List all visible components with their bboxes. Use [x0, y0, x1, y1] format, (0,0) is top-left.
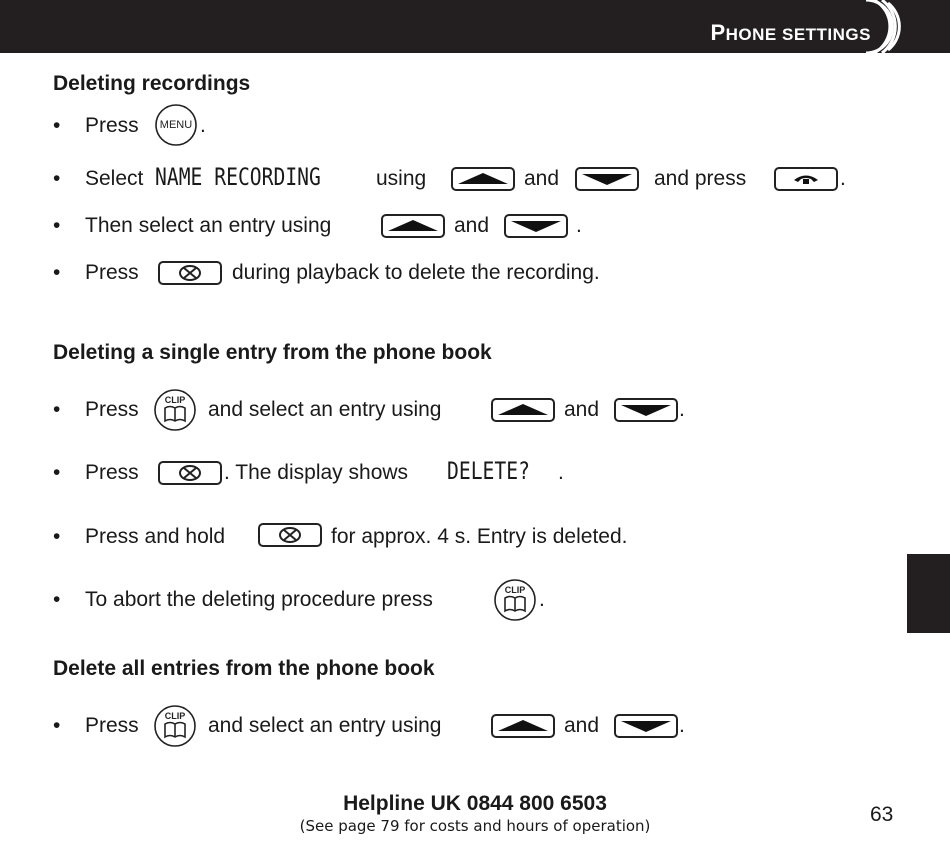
helpline-note: (See page 79 for costs and hours of operation) [299, 817, 651, 835]
up-arrow-key-icon [451, 167, 515, 191]
side-tab-marker [907, 554, 950, 633]
delete-key-icon [158, 461, 222, 485]
heading-deleting-recordings: Deleting recordings [53, 72, 251, 95]
down-arrow-key-icon [614, 714, 678, 738]
phone-key-icon [774, 167, 838, 191]
page-number: 63 [870, 803, 894, 826]
delete-key-icon [258, 523, 322, 547]
svg-text:MENU: MENU [159, 119, 193, 131]
down-arrow-key-icon [575, 167, 639, 191]
heading-delete-single-entry: Deleting a single entry from the phone book [53, 341, 492, 364]
helpline-text: Helpline UK 0844 800 6503 [343, 792, 607, 815]
heading-delete-all-entries: Delete all entries from the phone book [53, 657, 435, 680]
delete-key-icon [158, 261, 222, 285]
lcd-text: NAME RECORDING [155, 163, 321, 191]
down-arrow-key-icon [614, 398, 678, 422]
svg-text:CLIP: CLIP [164, 395, 186, 405]
section-title: PHONE SETTINGS [710, 20, 871, 45]
up-arrow-key-icon [491, 398, 555, 422]
down-arrow-key-icon [504, 214, 568, 238]
svg-text:CLIP: CLIP [164, 711, 186, 721]
up-arrow-key-icon [381, 214, 445, 238]
svg-text:CLIP: CLIP [504, 585, 526, 595]
up-arrow-key-icon [491, 714, 555, 738]
menu-key-icon [154, 103, 198, 147]
clip-phonebook-key-icon [153, 704, 197, 748]
lcd-text: DELETE? [447, 457, 530, 485]
clip-phonebook-key-icon [493, 578, 537, 622]
clip-phonebook-key-icon [153, 388, 197, 432]
